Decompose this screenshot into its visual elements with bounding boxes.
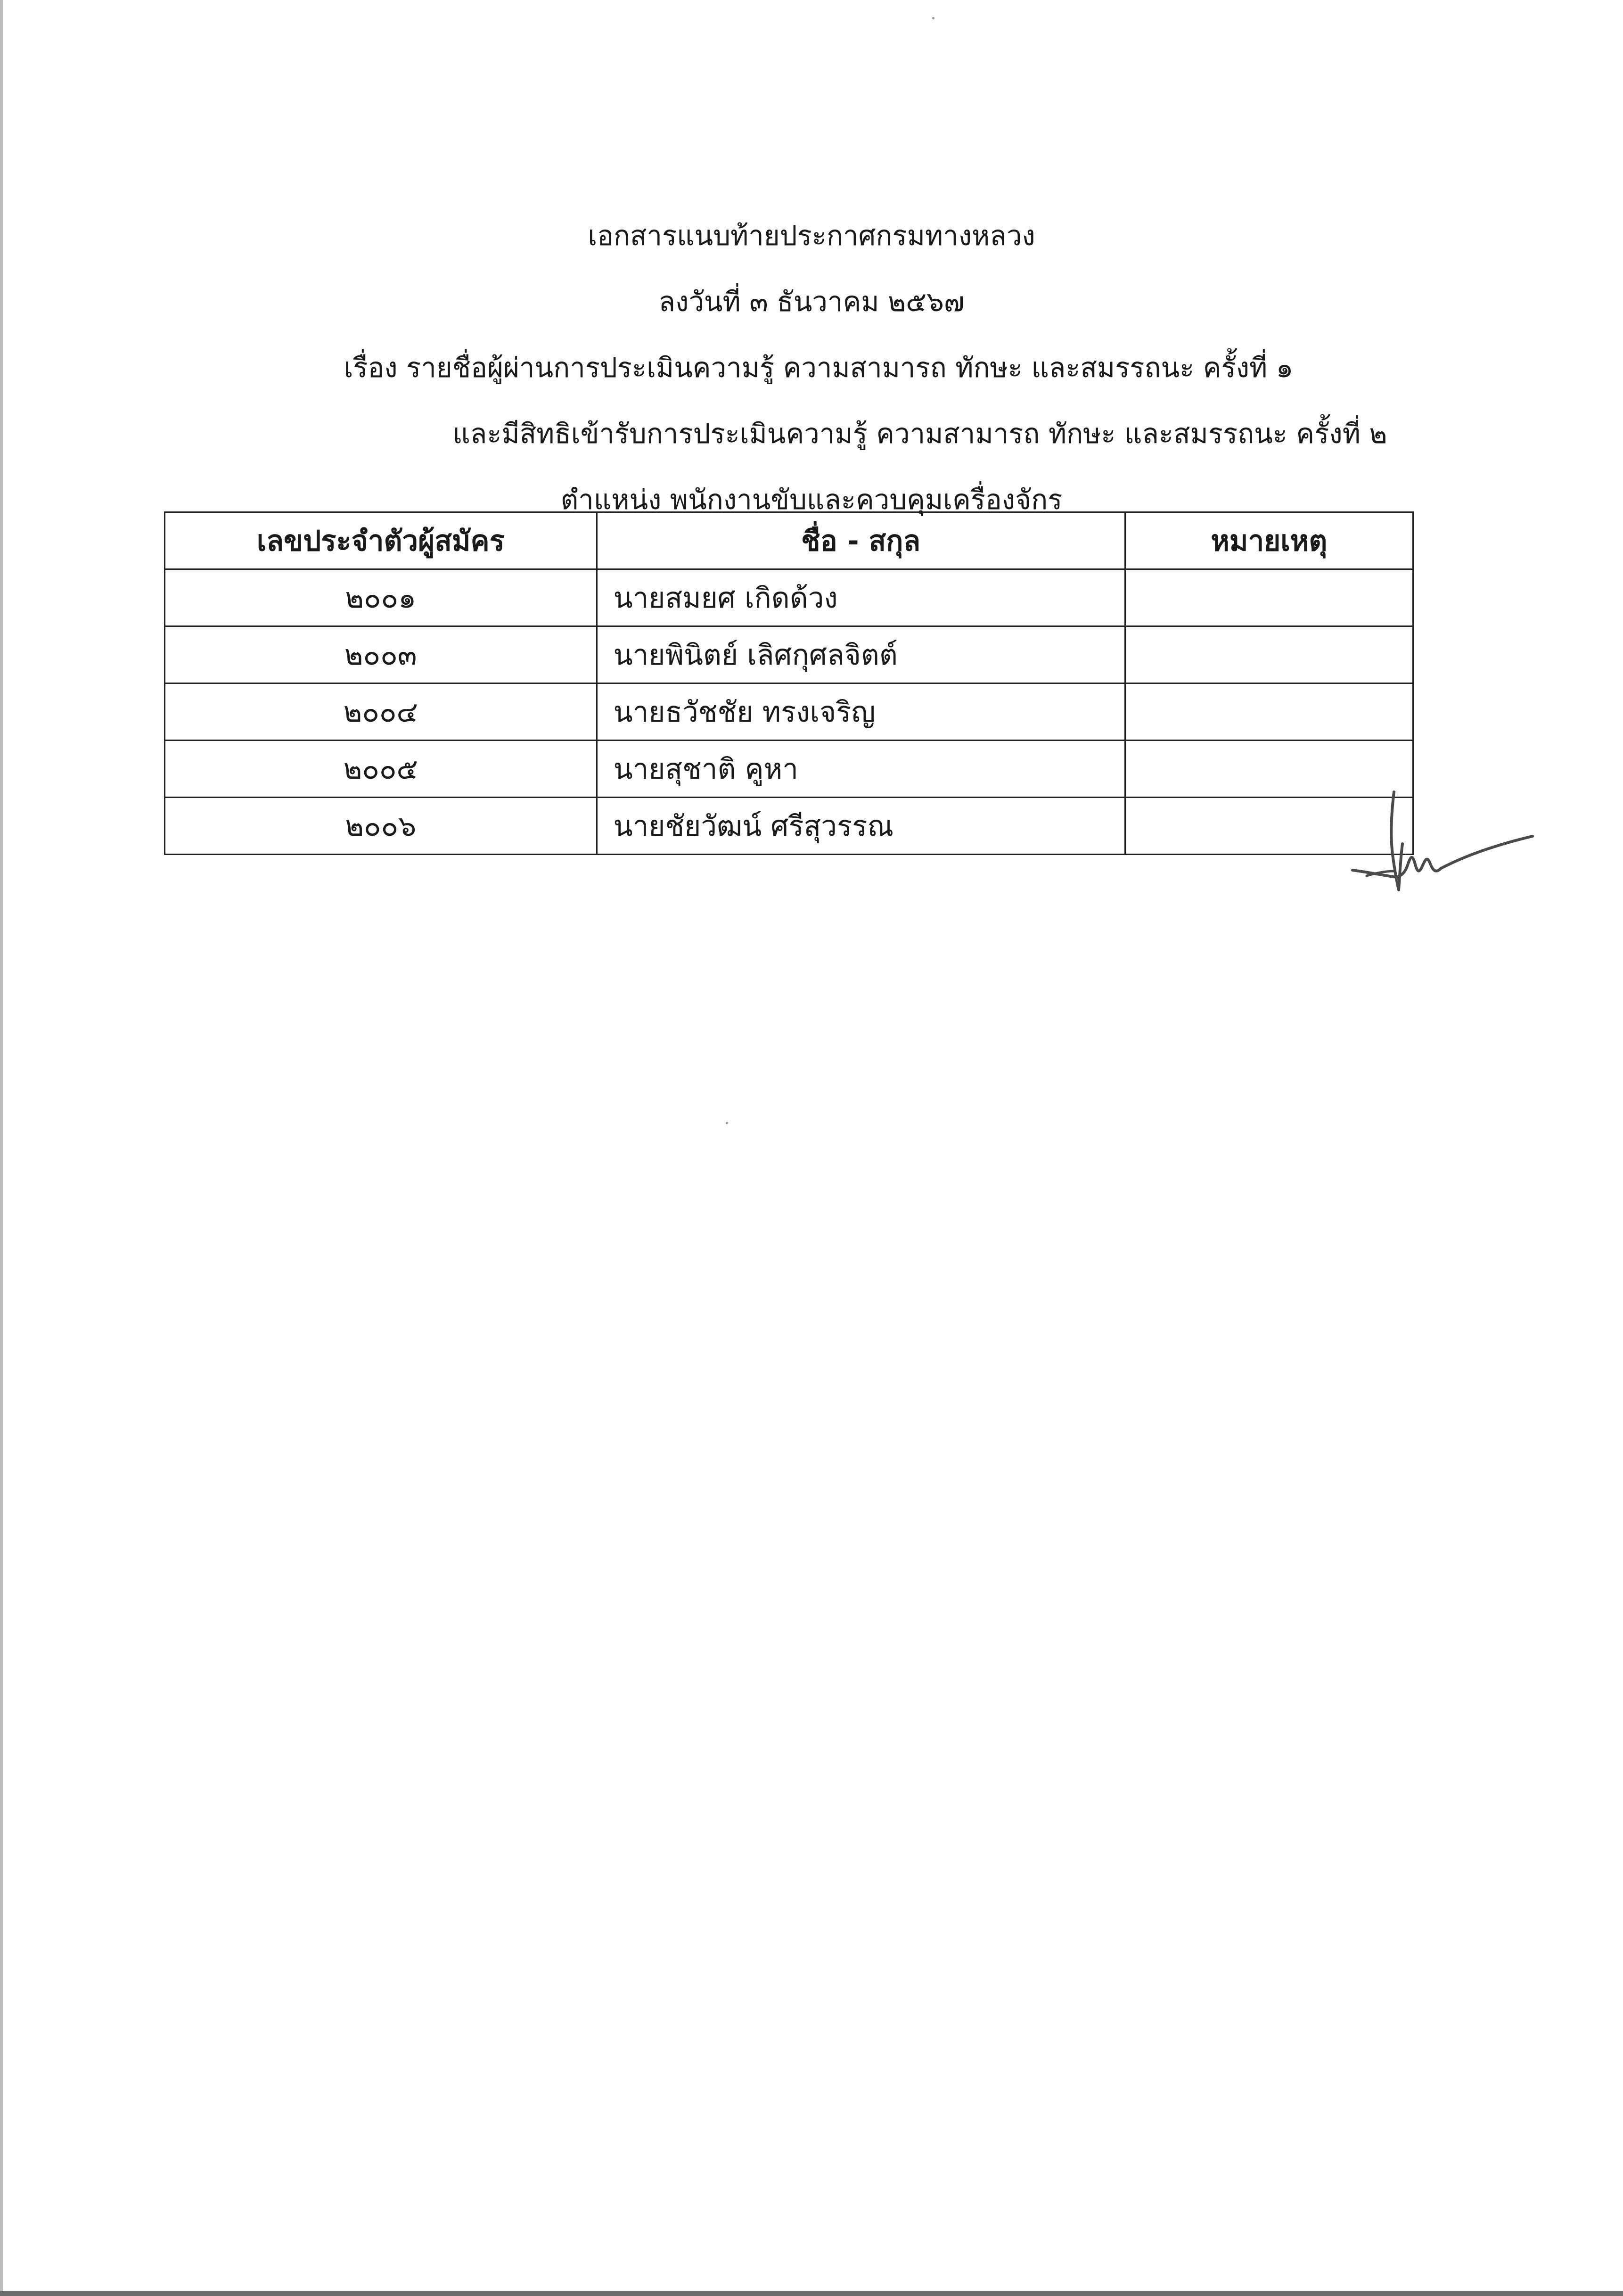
applicant-id-cell: ๒๐๐๕	[165, 741, 597, 798]
header-remark: หมายเหตุ	[1125, 512, 1413, 569]
applicant-table	[164, 511, 1414, 855]
applicant-id-cell: ๒๐๐๔	[165, 683, 597, 741]
scan-speck	[726, 1122, 728, 1124]
remark-cell	[1125, 569, 1413, 626]
header-applicant-id: เลขประจำตัวผู้สมัคร	[165, 512, 597, 569]
remark-cell	[1125, 626, 1413, 683]
document-header	[0, 203, 1623, 533]
table-row	[165, 626, 1413, 683]
full-name-cell: นายพินิตย์ เลิศกุศลจิตต์	[597, 626, 1125, 683]
document-subject-continued: และมีสิทธิเข้ารับการประเมินความรู้ ความสามารถ ทักษะ และสมรรถนะ ครั้งที่ ๒	[452, 418, 1387, 450]
document-date: ลงวันที่ ๓ ธันวาคม ๒๕๖๗	[658, 286, 965, 318]
table-row	[165, 683, 1413, 741]
applicant-id-cell: ๒๐๐๑	[165, 569, 597, 626]
full-name-cell: นายชัยวัฒน์ ศรีสุวรรณ	[597, 798, 1125, 855]
table-row	[165, 741, 1413, 798]
table-header-row	[165, 512, 1413, 569]
table-row	[165, 798, 1413, 855]
applicant-id-cell: ๒๐๐๖	[165, 798, 597, 855]
document-position: ตำแหน่ง พนักงานขับและควบคุมเครื่องจักร	[560, 484, 1063, 516]
header-full-name: ชื่อ - สกุล	[597, 512, 1125, 569]
remark-cell	[1125, 683, 1413, 741]
full-name-cell: นายสุชาติ คูหา	[597, 741, 1125, 798]
scan-edge-bottom	[0, 2291, 1623, 2296]
scan-speck	[932, 17, 934, 19]
table-row	[165, 569, 1413, 626]
applicant-id-cell: ๒๐๐๓	[165, 626, 597, 683]
full-name-cell: นายสมยศ เกิดด้วง	[597, 569, 1125, 626]
handwritten-signature-icon	[1348, 787, 1536, 900]
document-title: เอกสารแนบท้ายประกาศกรมทางหลวง	[588, 220, 1035, 252]
full-name-cell: นายธวัชชัย ทรงเจริญ	[597, 683, 1125, 741]
document-subject: เรื่อง รายชื่อผู้ผ่านการประเมินความรู้ ความสามารถ ทักษะ และสมรรถนะ ครั้งที่ ๑	[344, 352, 1294, 384]
